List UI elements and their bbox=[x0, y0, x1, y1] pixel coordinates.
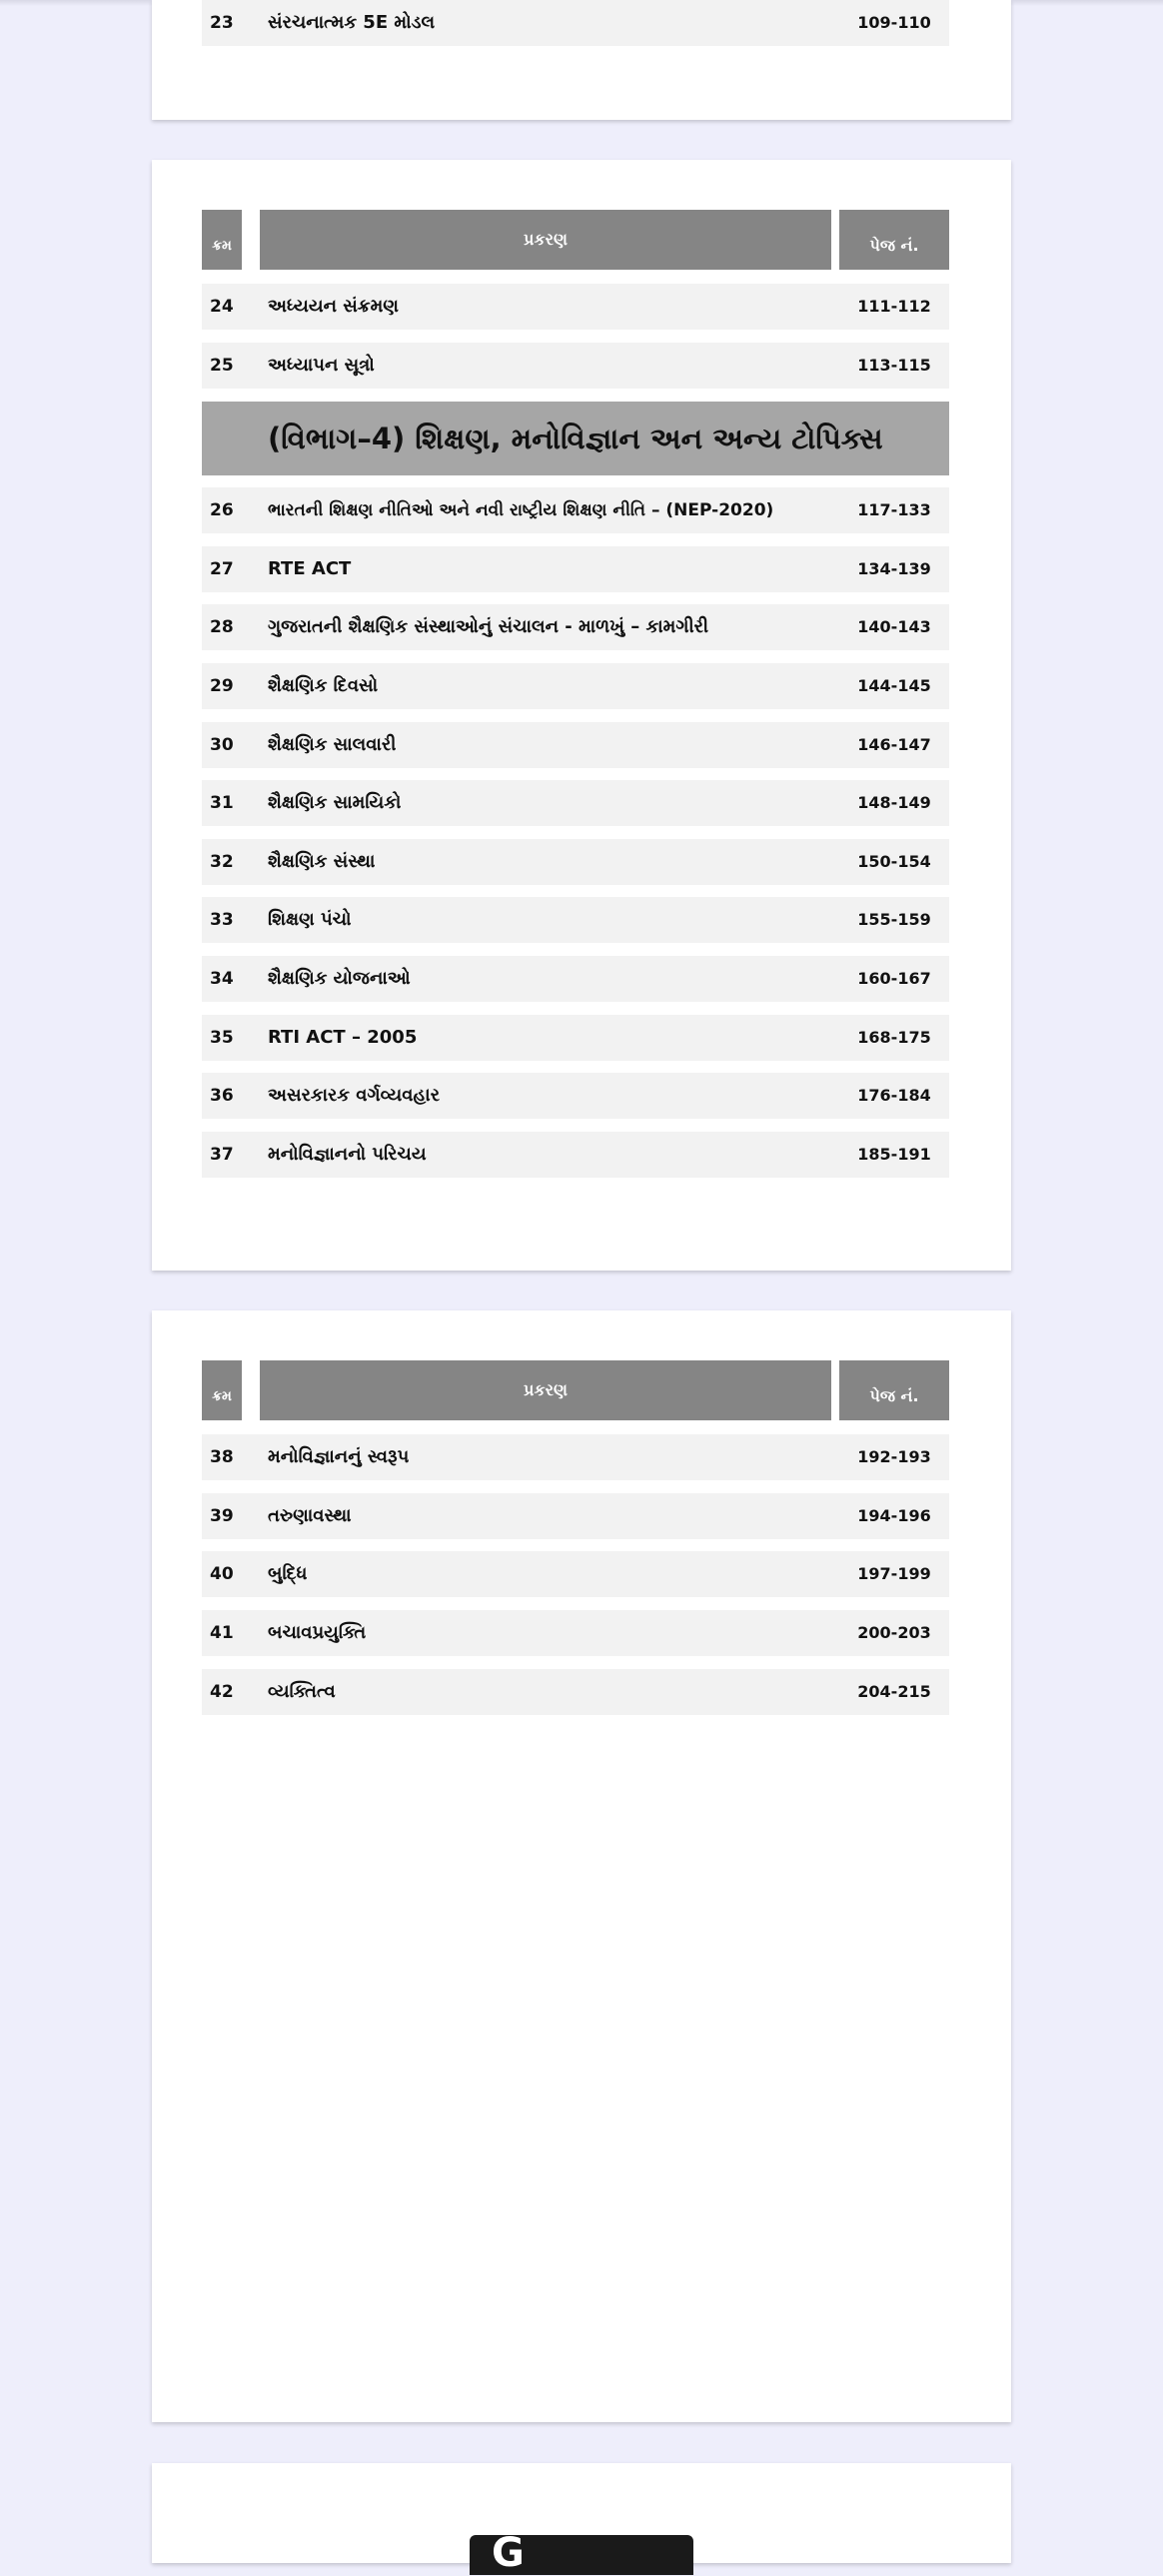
document-page-3 bbox=[152, 1310, 1011, 2422]
page-range: 168-175 bbox=[857, 1028, 931, 1047]
chapter-title: શૈક્ષણિક યોજનાઓ bbox=[268, 968, 411, 989]
chapter-title: મનોવિજ્ઞાનનો પરિચય bbox=[268, 1144, 427, 1165]
document-page-2 bbox=[152, 160, 1011, 1271]
chapter-title: મનોવિજ્ઞાનનું સ્વરૂપ bbox=[268, 1446, 410, 1467]
page-range: 134-139 bbox=[857, 559, 931, 578]
chapter-title: શૈક્ષણિક સામયિકો bbox=[268, 792, 402, 813]
chapter-title: શિક્ષણ પંચો bbox=[268, 909, 352, 930]
page-range: 113-115 bbox=[857, 356, 931, 375]
toc-row[interactable] bbox=[202, 839, 949, 885]
chapter-title: તરુણાવસ્થા bbox=[268, 1505, 352, 1526]
page-range: 148-149 bbox=[857, 793, 931, 812]
chapter-title: ગુજરાતની શૈક્ષણિક સંસ્થાઓનું સંચાલન - માળખું – કામગીરી bbox=[268, 616, 709, 637]
toc-row[interactable] bbox=[202, 0, 949, 46]
chapter-number: 29 bbox=[210, 676, 234, 696]
toc-row[interactable] bbox=[202, 1493, 949, 1539]
page-range: 155-159 bbox=[857, 910, 931, 929]
page-range: 140-143 bbox=[857, 617, 931, 636]
page-range: 176-184 bbox=[857, 1086, 931, 1105]
page-range: 144-145 bbox=[857, 676, 931, 695]
page-range: 160-167 bbox=[857, 969, 931, 988]
chapter-number: 33 bbox=[210, 910, 234, 930]
chapter-number: 37 bbox=[210, 1145, 234, 1165]
chapter-title: અસરકારક વર્ગવ્યવહાર bbox=[268, 1085, 441, 1106]
toc-row[interactable] bbox=[202, 722, 949, 768]
chapter-title: અધ્યયન સંક્રમણ bbox=[268, 296, 399, 317]
toc-row[interactable] bbox=[202, 343, 949, 389]
toc-row[interactable] bbox=[202, 1132, 949, 1178]
chapter-number: 25 bbox=[210, 356, 234, 376]
cover-title-block: G bbox=[470, 2535, 693, 2575]
chapter-number: 42 bbox=[210, 1682, 234, 1702]
toc-row[interactable] bbox=[202, 604, 949, 650]
column-header-pages: પેજ નં. bbox=[839, 210, 949, 270]
toc-row[interactable] bbox=[202, 663, 949, 709]
chapter-number: 41 bbox=[210, 1623, 234, 1643]
column-header-chapter: પ્રકરણ bbox=[260, 1360, 831, 1420]
chapter-title: વ્યક્તિત્વ bbox=[268, 1681, 336, 1702]
page-range: 200-203 bbox=[857, 1623, 931, 1642]
chapter-number: 28 bbox=[210, 617, 234, 637]
chapter-number: 26 bbox=[210, 500, 234, 520]
toc-row[interactable] bbox=[202, 780, 949, 826]
page-range: 111-112 bbox=[857, 297, 931, 316]
chapter-number: 35 bbox=[210, 1028, 234, 1048]
page-range: 204-215 bbox=[857, 1682, 931, 1701]
column-header-number: ક્રમ bbox=[202, 210, 242, 270]
page-range: 109-110 bbox=[857, 13, 931, 32]
chapter-number: 36 bbox=[210, 1086, 234, 1106]
page-range: 150-154 bbox=[857, 852, 931, 871]
page-range: 192-193 bbox=[857, 1447, 931, 1466]
chapter-number: 39 bbox=[210, 1506, 234, 1526]
chapter-number: 30 bbox=[210, 735, 234, 755]
chapter-title: RTE ACT bbox=[268, 558, 352, 579]
document-page-4 bbox=[152, 2463, 1011, 2576]
page-range: 194-196 bbox=[857, 1506, 931, 1525]
chapter-title: બુદ્ધિ bbox=[268, 1563, 308, 1584]
chapter-title: શૈક્ષણિક સંસ્થા bbox=[268, 851, 376, 872]
chapter-title: શૈક્ષણિક દિવસો bbox=[268, 675, 379, 696]
section-heading: (વિભાગ–4) શિક્ષણ, મનોવિજ્ઞાન અન અન્ય ટોપિક્સ bbox=[202, 402, 949, 475]
toc-row[interactable] bbox=[202, 284, 949, 330]
chapter-number: 38 bbox=[210, 1447, 234, 1467]
chapter-title: સંરચનાત્મક 5E મોડલ bbox=[268, 12, 436, 33]
toc-row[interactable] bbox=[202, 487, 949, 533]
page-range: 185-191 bbox=[857, 1145, 931, 1164]
page-range: 197-199 bbox=[857, 1564, 931, 1583]
toc-row[interactable] bbox=[202, 1610, 949, 1656]
chapter-title: શૈક્ષણિક સાલવારી bbox=[268, 734, 397, 755]
chapter-number: 31 bbox=[210, 793, 234, 813]
chapter-number: 24 bbox=[210, 297, 234, 317]
column-header-number: ક્રમ bbox=[202, 1360, 242, 1420]
document-page-1 bbox=[152, 0, 1011, 120]
chapter-number: 32 bbox=[210, 852, 234, 872]
toc-row[interactable] bbox=[202, 897, 949, 943]
toc-row[interactable] bbox=[202, 1073, 949, 1119]
chapter-number: 34 bbox=[210, 969, 234, 989]
column-header-pages: પેજ નં. bbox=[839, 1360, 949, 1420]
toc-row[interactable] bbox=[202, 1669, 949, 1715]
chapter-title: RTI ACT – 2005 bbox=[268, 1027, 418, 1048]
chapter-number: 40 bbox=[210, 1564, 234, 1584]
column-header-chapter: પ્રકરણ bbox=[260, 210, 831, 270]
chapter-title: અધ્યાપન સૂત્રો bbox=[268, 355, 375, 376]
toc-row[interactable] bbox=[202, 1015, 949, 1061]
toc-row[interactable] bbox=[202, 956, 949, 1002]
chapter-title: ભારતની શિક્ષણ નીતિઓ અને નવી રાષ્ટ્રીય શિક્ષણ નીતિ – (NEP-2020) bbox=[268, 500, 774, 520]
toc-row[interactable] bbox=[202, 546, 949, 592]
page-range: 146-147 bbox=[857, 735, 931, 754]
toc-row[interactable] bbox=[202, 1434, 949, 1480]
chapter-number: 27 bbox=[210, 559, 234, 579]
chapter-number: 23 bbox=[210, 13, 234, 33]
page-range: 117-133 bbox=[857, 500, 931, 519]
toc-row[interactable] bbox=[202, 1551, 949, 1597]
chapter-title: બચાવપ્રયુક્તિ bbox=[268, 1622, 367, 1643]
